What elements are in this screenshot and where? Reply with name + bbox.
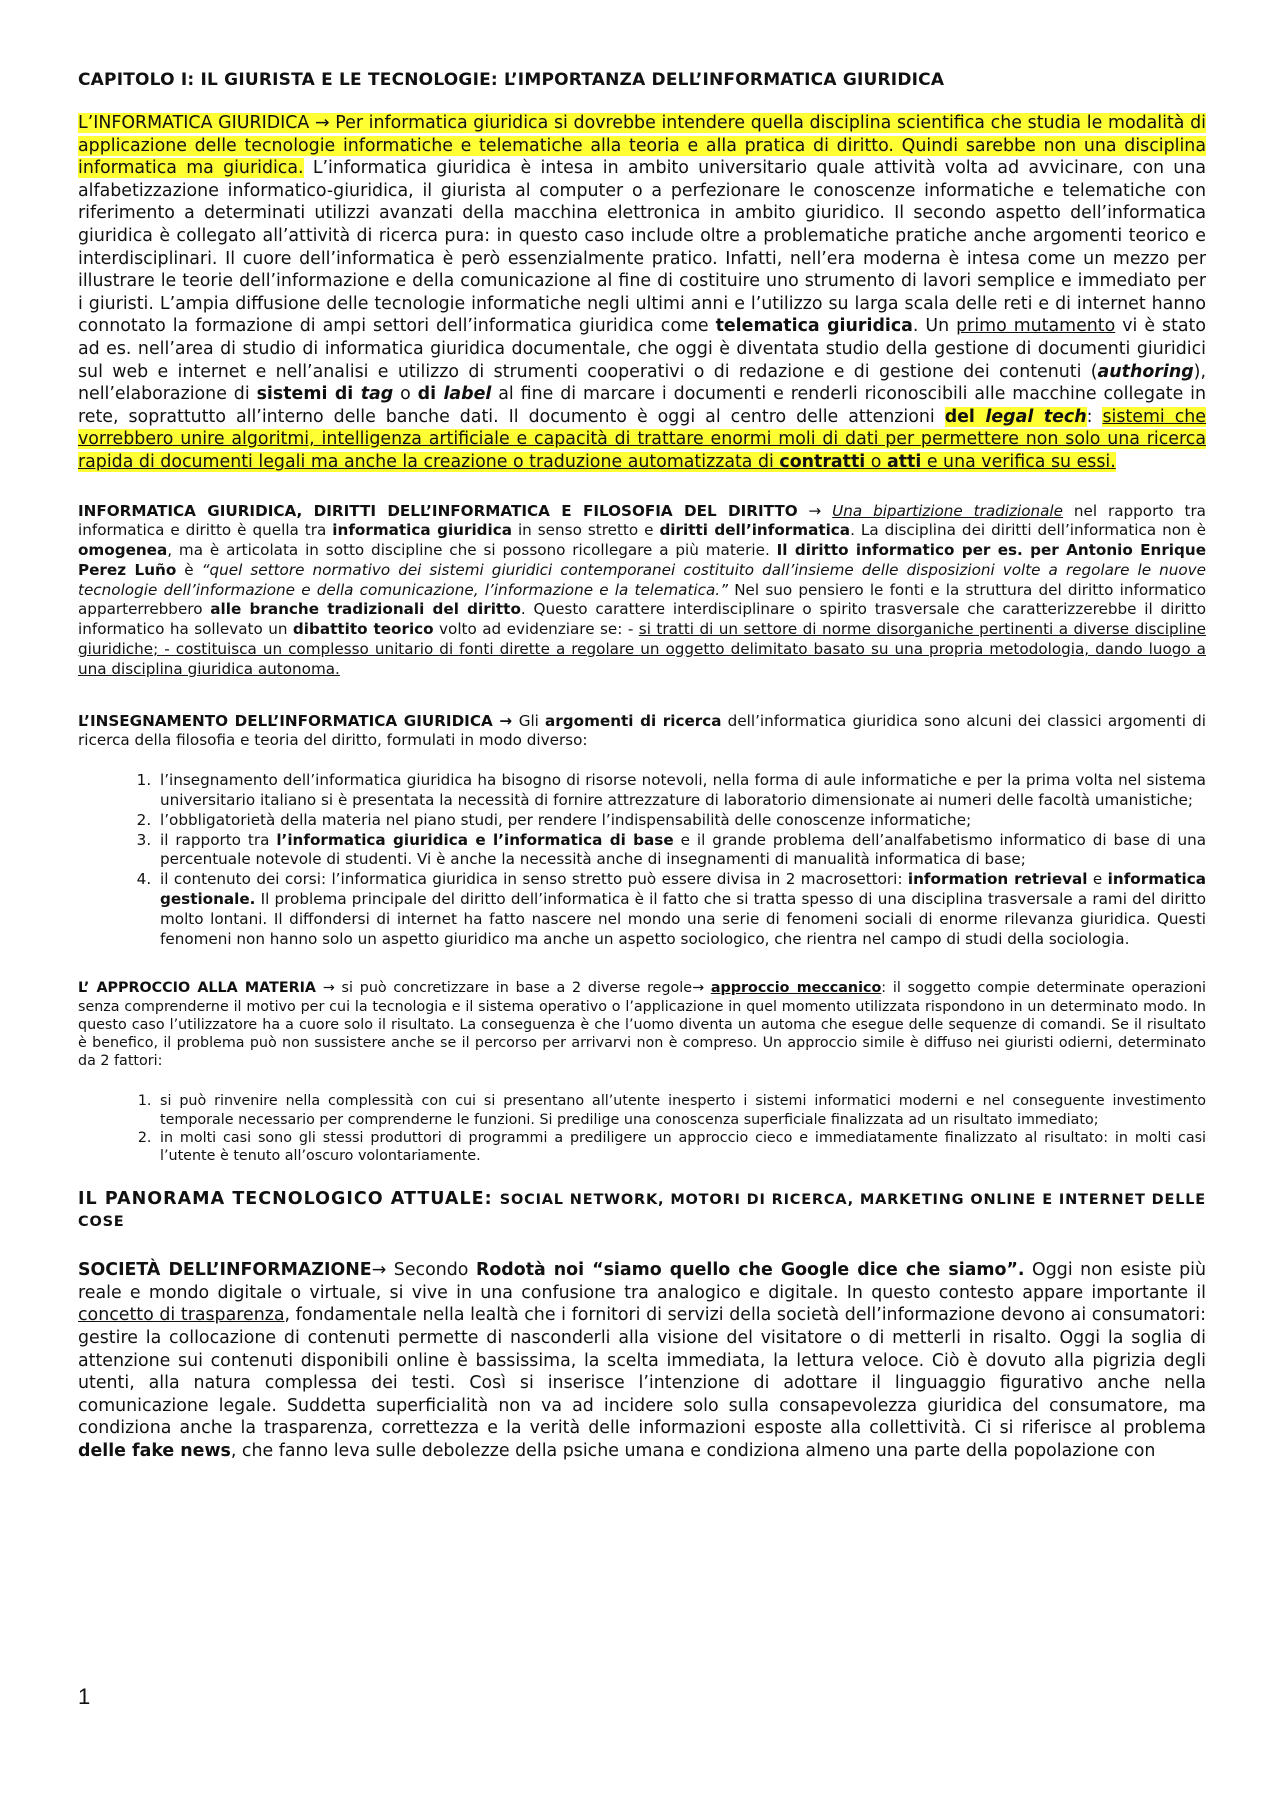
section-heading: L’ APPROCCIO ALLA MATERIA	[78, 980, 316, 997]
page-number: 1	[78, 1684, 91, 1709]
section-societa-informazione: SOCIETÀ DELL’INFORMAZIONE→ Secondo Rodotà noi “siamo quello che Google dice che siamo”. Oggi non esiste più reale e mondo digitale o virtuale, si vive in una confusione tra analogico e digitale. In questo contesto appare importante il concetto di trasparenza, fondamentale nella lealtà che i fornitori di servizi della società dell’informazione devono ai consumatori: gestire la collocazione di contenuti permette di nasconderli alla visione del visitatore o di metterli in risalto. Oggi la soglia di attenzione sui contenuti disponibili online è bassissima, la scelta immediata, la lettura veloce. Ciò è dovuto alla pigrizia degli utenti, alla natura complessa dei testi. Così si inserisce l’intenzione di adottare il linguaggio figurativo anche nella comunicazione legale. Suddetta superficialità non va ad incidere solo sulla consapevolezza giuridica del consumatore, ma condiziona anche la trasparenza, correttezza e la verità delle informazioni esposte alla collettività. Ci si riferisce al problema delle fake news, che fanno leva sulle debolezze della psiche umana e condiziona almeno una parte della popolazione con	[78, 1260, 1206, 1462]
section-heading: SOCIETÀ DELL’INFORMAZIONE	[78, 1260, 372, 1281]
document-page	[78, 70, 1206, 1463]
section-heading: INFORMATICA GIURIDICA, DIRITTI DELL’INFORMATICA E FILOSOFIA DEL DIRITTO	[78, 501, 798, 520]
chapter-title: CAPITOLO I: IL GIURISTA E LE TECNOLOGIE: L’IMPORTANZA DELL’INFORMATICA GIURIDICA	[78, 70, 945, 90]
list-item: 1. si può rinvenire nella complessità con cui si presentano all’utente inesperto i sistemi informatici moderni e nel conseguente investimento temporale necessario per comprenderne le funzioni. Si predilige una conoscenza superficiale finalizzata ad un risultato immediato;	[156, 1092, 1206, 1128]
list-item: 1. l’insegnamento dell’informatica giuridica ha bisogno di risorse notevoli, nella forma di aule informatiche e per la prima volta nel sistema universitario italiano si è presentata la necessità di fornire attrezzature di laboratorio dimensionate ai numeri delle facoltà umanistiche;	[156, 771, 1206, 811]
list-item: 2. in molti casi sono gli stessi produttori di programmi a prediligere un approccio cieco e immediatamente finalizzato al risultato: in molti casi l’utente è tenuto all’oscuro volontariamente.	[156, 1129, 1206, 1165]
list-item: 2. l’obbligatorietà della materia nel piano studi, per rendere l’indispensabilità delle conoscenze informatiche;	[156, 811, 1206, 831]
section-informatica-giuridica: L’INFORMATICA GIURIDICA → Per informatica giuridica si dovrebbe intendere quella disciplina scientifica che studia le modalità di applicazione delle tecnologie informatiche e telematiche alla teoria e alla pratica di diritto. Quindi sarebbe non una disciplina informatica ma giuridica. L’informatica giuridica è intesa in ambito universitario quale attività volta ad avvicinare, con una alfabetizzazione informatico-giuridica, il giurista al computer o a perfezionare le conoscenze informatiche e telematiche con riferimento a determinati utilizzi avanzati della macchina elettronica in ambito giuridico. Il secondo aspetto dell’informatica giuridica è collegato all’attività di ricerca pura: in questo caso include oltre a problematiche pratiche anche argomenti teorico e interdisciplinari. Il cuore dell’informatica è però essenzialmente pratico. Infatti, nell’era moderna è intesa come un mezzo per illustrare le teorie dell’informazione e della comunicazione al fine di costituire uno strumento di lavori semplice e immediato per i giuristi. L’ampia diffusione delle tecnologie informatiche negli ultimi anni e l’utilizzo su larga scala delle reti e di internet hanno connotato la formazione di ampi settori dell’informatica giuridica come telematica giuridica. Un primo mutamento vi è stato ad es. nell’area di studio di informatica giuridica documentale, che oggi è diventata studio della gestione di documenti giuridici sul web e internet e nell’analisi e utilizzo di strumenti cooperativi o di redazione e di gestione dei contenuti (authoring), nell’elaborazione di sistemi di tag o di label al fine di marcare i documenti e renderli riconoscibili alle macchine collegate in rete, soprattutto all’interno delle banche dati. Il documento è oggi al centro delle attenzioni del legal tech: sistemi che vorrebbero unire algoritmi, intelligenza artificiale e capacità di trattare enormi moli di dati per permettere non solo una ricerca rapida di documenti legali ma anche la creazione o traduzione automatizzata di contratti o atti e una verifica su essi.	[78, 113, 1207, 472]
section-panorama-heading: IL PANORAMA TECNOLOGICO ATTUALE: SOCIAL NETWORK, MOTORI DI RICERCA, MARKETING ONLINE E INTERNET DELLE COSE	[78, 1189, 1206, 1231]
section-heading: L’INSEGNAMENTO DELL’INFORMATICA GIURIDICA	[78, 711, 493, 730]
section-bipartizione: INFORMATICA GIURIDICA, DIRITTI DELL’INFORMATICA E FILOSOFIA DEL DIRITTO → Una bipartizione tradizionale nel rapporto tra informatica e diritto è quella tra informatica giuridica in senso stretto e diritti dell’informatica. La disciplina dei diritti dell’informatica non è omogenea, ma è articolata in sotto discipline che si possono ricollegare a più materie. Il diritto informatico per es. per Antonio Enrique Perez Luño è “quel settore normativo dei sistemi giuridici contemporanei costituito dall’insieme delle disposizioni volte a regolare le nuove tecnologie dell’informazione e della comunicazione, l’informazione e la telematica.” Nel suo pensiero le fonti e la struttura del diritto informatico apparterrebbero alle branche tradizionali del diritto. Questo carattere interdisciplinare o spirito trasversale che caratterizzerebbe il diritto informatico ha sollevato un dibattito teorico volto ad evidenziare se: - si tratti di un settore di norme disorganiche pertinenti a diverse discipline giuridiche; - costituisca un complesso unitario di fonti dirette a regolare un oggetto delimitato basato su una propria metodologia, dando luogo a una disciplina giuridica autonoma.	[78, 501, 1207, 678]
section-insegnamento: L’INSEGNAMENTO DELL’INFORMATICA GIURIDICA → Gli argomenti di ricerca dell’informatica giuridica sono alcuni dei classici argomenti di ricerca della filosofia e teoria del diritto, formulati in modo diverso:	[78, 711, 1206, 750]
section-approccio: L’ APPROCCIO ALLA MATERIA → si può concretizzare in base a 2 diverse regole→ approccio meccanico: il soggetto compie determinate operazioni senza comprenderne il motivo per cui la tecnologia e il sistema operativo o l’applicazione in quel momento utilizzata rispondono in un determinato modo. In questo caso l’utilizzatore ha a cuore solo il risultato. La conseguenza è che l’uomo diventa un automa che esegue delle sequenze di comandi. Se il risultato è benefico, il problema può non sussistere anche se il percorso per arrivarvi non è compreso. Un approccio simile è diffuso nei giuristi odierni, determinato da 2 fattori:	[78, 980, 1206, 1070]
list-item: 4. il contenuto dei corsi: l’informatica giuridica in senso stretto può essere divisa in 2 macrosettori: information retrieval e informatica gestionale. Il problema principale del diritto dell’informatica è il fatto che si tratta spesso di una disciplina trasversale a rami del diritto molto lontani. Il diffondersi di internet ha fatto nascere nel mondo una serie di fenomeni sociali di enorme rilevanza giuridica. Questi fenomeni non hanno solo un aspetto giuridico ma anche un aspetto sociologico, che rientra nel campo di studi della sociologia.	[156, 870, 1206, 949]
highlight-legal-tech: sistemi che vorrebbero unire algoritmi, intelligenza artificiale e capacità di trattare enormi moli di dati per permettere non solo una ricerca rapida di documenti legali ma anche la creazione o traduzione automatizzata di contratti o atti e una verifica su essi.	[78, 406, 1206, 472]
approccio-list	[78, 1092, 1206, 1165]
highlight-definition: L’INFORMATICA GIURIDICA → Per informatica giuridica si dovrebbe intendere quella disciplina scientifica che studia le modalità di applicazione delle tecnologie informatiche e telematiche alla teoria e alla pratica di diritto. Quindi sarebbe non una disciplina informatica ma giuridica.	[78, 113, 1206, 179]
insegnamento-list	[78, 771, 1206, 949]
list-item: 3. il rapporto tra l’informatica giuridica e l’informatica di base e il grande problema dell’analfabetismo informatico di base di una percentuale notevole di studenti. Vi è anche la necessità anche di insegnamenti di manualità informatica di base;	[156, 831, 1206, 871]
